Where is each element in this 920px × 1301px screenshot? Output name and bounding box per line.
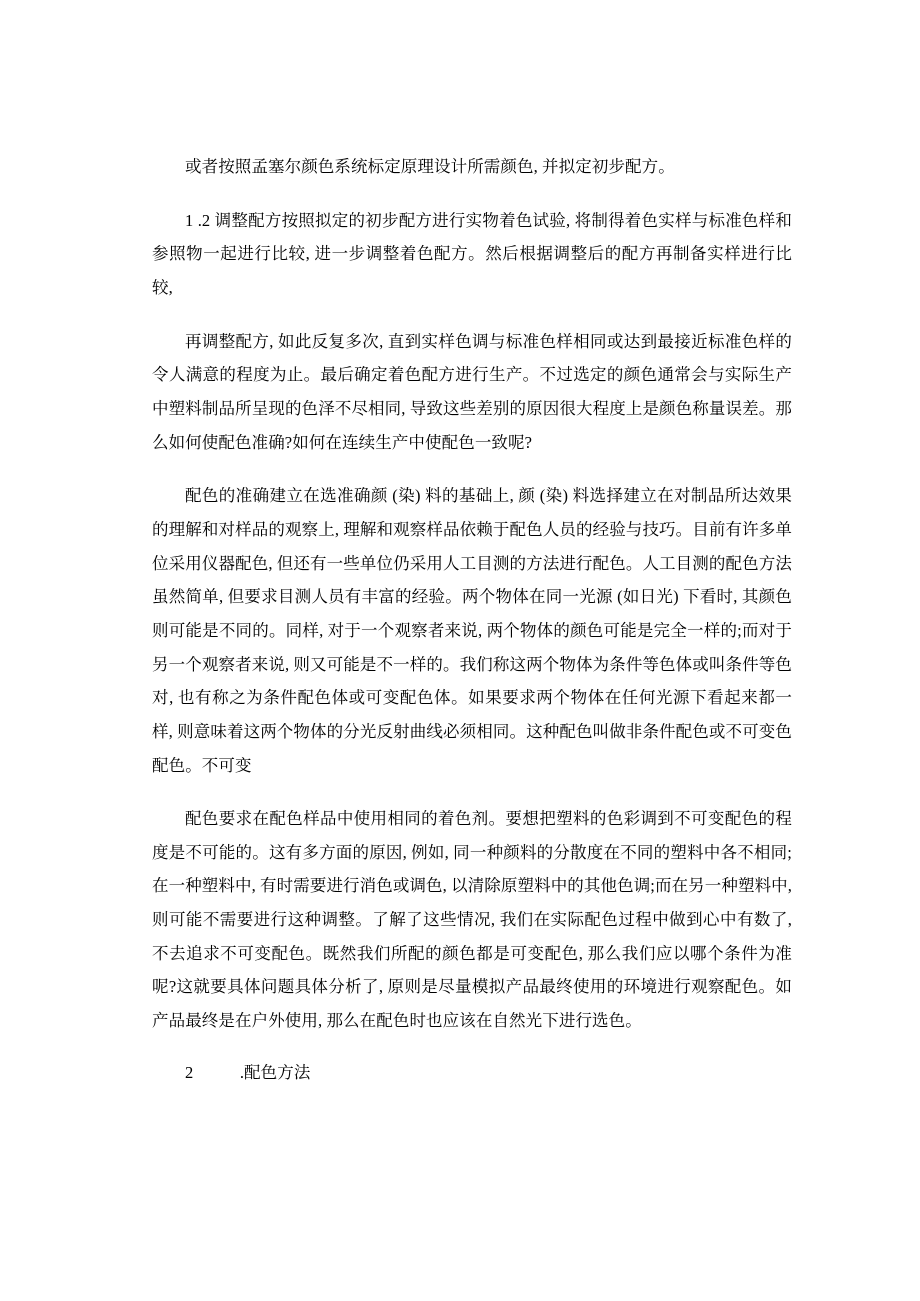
section-heading: 2 .配色方法 (185, 1062, 311, 1082)
paragraph: 配色的准确建立在选准确颜 (染) 料的基础上, 颜 (染) 料选择建立在对制品所达效果的理解和对样品的观察上, 理解和观察样品依赖于配色人员的经验与技巧。目前有许多单位采用仪器配色, 但还有一些单位仍采用人工目测的方法进行配色。人工目测的配色方法虽然简单, 但要求目测人员有丰富的经验。两个物体在同一光源 (如日光) 下看时, 其颜色则可能是不同的。同样, 对于一个观察者来说, 两个物体的颜色可能是完全一样的;而对于另一个观察者来说, 则又可能是不一样的。我们称这两个物体为条件等色体或叫条件等色对, 也有称之为条件配色体或可变配色体。如果要求两个物体在任何光源下看起来都一样, 则意味着这两个物体的分光反射曲线必须相同。这种配色叫做非条件配色或不可变色配色。不可变 (152, 486, 792, 775)
paragraph: 或者按照孟塞尔颜色系统标定原理设计所需颜色, 并拟定初步配方。 (185, 157, 675, 176)
paragraph: 1 .2 调整配方按照拟定的初步配方进行实物着色试验, 将制得着色实样与标准色样和参照物一起进行比较, 进一步调整着色配方。然后根据调整后的配方再制备实样进行比较, (152, 210, 792, 297)
paragraph: 配色要求在配色样品中使用相同的着色剂。要想把塑料的色彩调到不可变配色的程度是不可能的。这有多方面的原因, 例如, 同一种颜料的分散度在不同的塑料中各不相同;在一种塑料中, 有时需要进行消色或调色, 以清除原塑料中的其他色调;而在另一种塑料中, 则可能不需要进行这种调整。了解了这些情况, 我们在实际配色过程中做到心中有数了, 不去追求不可变配色。既然我们所配的颜色都是可变配色, 那么我们应以哪个条件为准呢?这就要具体问题具体分析了, 原则是尽量模拟产品最终使用的环境进行观察配色。如产品最终是在户外使用, 那么在配色时也应该在自然光下进行选色。 (152, 809, 797, 1031)
document-body (152, 150, 797, 1089)
paragraph: 再调整配方, 如此反复多次, 直到实样色调与标准色样相同或达到最接近标准色样的令人满意的程度为止。最后确定着色配方进行生产。不过选定的颜色通常会与实际生产中塑料制品所呈现的色泽不尽相同, 导致这些差别的原因很大程度上是颜色称量误差。那么如何使配色准确?如何在连续生产中使配色一致呢? (152, 331, 792, 452)
